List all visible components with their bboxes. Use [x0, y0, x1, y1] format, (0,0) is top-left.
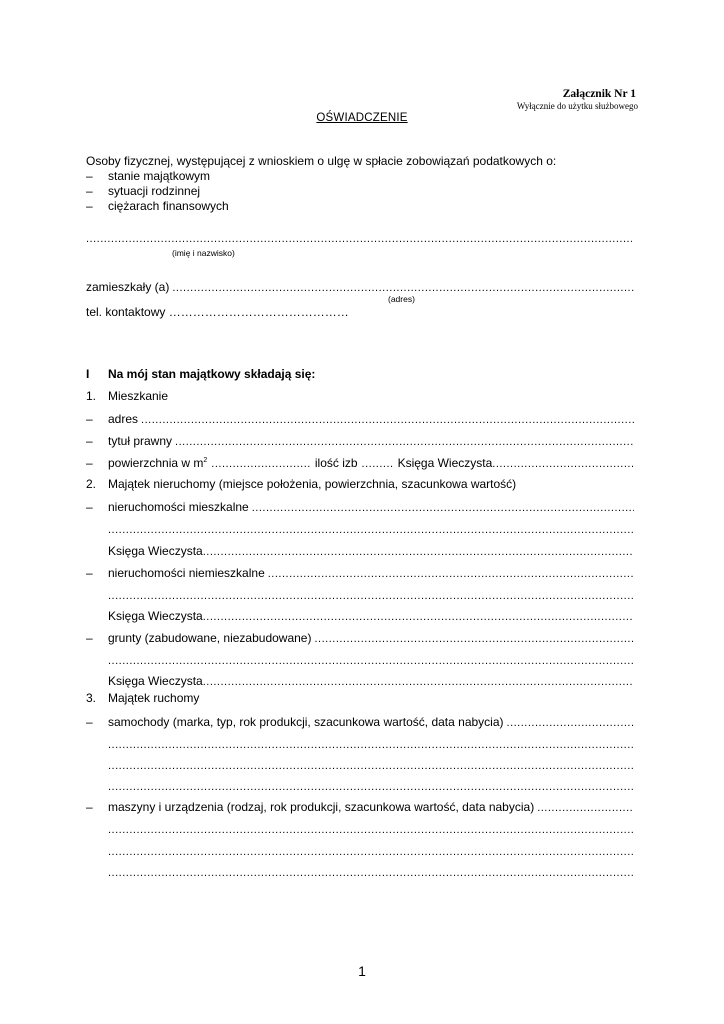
dash-marker: –	[86, 800, 93, 814]
field-dots	[108, 739, 634, 751]
page-number: 1	[358, 963, 366, 979]
rooms-dots: .........	[361, 458, 394, 470]
section-1-heading	[86, 367, 315, 381]
nonresidential-land-register-field[interactable]	[108, 607, 634, 623]
area-superscript: 2	[203, 457, 208, 464]
land-register-label: Księga Wieczysta	[108, 609, 203, 623]
field-dots	[108, 760, 634, 772]
residential-property-field[interactable]	[86, 498, 634, 514]
residential-land-register-field[interactable]	[108, 542, 634, 558]
name-caption: (imię i nazwisko)	[172, 248, 235, 258]
field-label: nieruchomości mieszkalne	[108, 500, 249, 514]
name-dots	[86, 233, 632, 245]
point-3-heading	[86, 691, 199, 705]
field-dots	[172, 436, 634, 448]
field-dots	[138, 414, 634, 426]
section-number: I	[86, 367, 90, 381]
point-1-heading	[86, 389, 168, 403]
dash-marker: –	[86, 199, 93, 213]
land-field[interactable]	[86, 629, 634, 645]
nonresidential-continuation-line[interactable]	[108, 586, 634, 602]
intro-item-label: ciężarach finansowych	[108, 199, 229, 213]
field-dots	[108, 524, 634, 536]
area-label: powierzchnia w $m^2$	[108, 456, 208, 470]
residence-dots	[169, 282, 634, 294]
intro-item-assets	[86, 169, 210, 183]
legal-title-field[interactable]	[86, 432, 634, 448]
point-number: 2.	[86, 477, 97, 491]
field-label: tytuł prawny	[108, 434, 173, 448]
field-dots	[249, 502, 634, 514]
dash-marker: –	[86, 566, 93, 580]
document-title: OŚWIADCZENIE	[316, 112, 408, 124]
land-register-label: Księga Wieczysta	[397, 456, 493, 470]
address-caption: (adres)	[388, 294, 415, 304]
land-continuation-line[interactable]	[108, 651, 634, 667]
field-label: samochody (marka, typ, rok produkcji, szacunkowa wartość, data nabycia)	[108, 715, 504, 729]
field-dots	[108, 867, 634, 879]
field-dots	[108, 590, 634, 602]
point-title: Mieszkanie	[108, 389, 169, 403]
cars-continuation-line-3[interactable]	[108, 777, 634, 793]
field-label: nieruchomości niemieszkalne	[108, 566, 265, 580]
residence-label: zamieszkały (a)	[86, 280, 170, 294]
area-rooms-register-field[interactable]	[86, 454, 634, 470]
machines-field[interactable]	[86, 798, 634, 814]
dash-marker: –	[86, 184, 93, 198]
residential-continuation-line[interactable]	[108, 520, 634, 536]
field-dots	[203, 676, 634, 688]
intro-item-family	[86, 184, 200, 198]
cars-field[interactable]	[86, 713, 634, 729]
field-dots	[311, 633, 634, 645]
phone-label: tel. kontaktowy	[86, 305, 166, 319]
intro-item-label: stanie majątkowym	[108, 169, 211, 183]
field-dots	[265, 568, 634, 580]
dash-marker: –	[86, 412, 93, 426]
land-register-label: Księga Wieczysta	[108, 544, 203, 558]
phone-field[interactable]	[86, 305, 349, 319]
field-dots	[108, 824, 634, 836]
point-2-heading	[86, 477, 516, 491]
rooms-label: ilość izb	[314, 456, 358, 470]
field-dots	[108, 846, 634, 858]
residence-field[interactable]	[86, 278, 634, 294]
area-dots: ............................	[211, 458, 311, 470]
field-dots	[203, 546, 634, 558]
point-title: Majątek nieruchomy (miejsce położenia, powierzchnia, szacunkowa wartość)	[108, 477, 517, 491]
phone-dots: ………………………………………	[168, 305, 349, 319]
field-dots	[108, 655, 634, 667]
field-dots	[492, 458, 634, 470]
dash-marker: –	[86, 434, 93, 448]
name-field[interactable]	[86, 229, 632, 245]
machines-continuation-line-2[interactable]	[108, 842, 634, 858]
machines-continuation-line-3[interactable]	[108, 863, 634, 879]
dash-marker: –	[86, 500, 93, 514]
intro-text: Osoby fizycznej, występującej z wnioskiem o ulgę w spłacie zobowiązań podatkowych o:	[86, 154, 557, 168]
field-dots	[534, 802, 634, 814]
cars-continuation-line-2[interactable]	[108, 756, 634, 772]
point-title: Majątek ruchomy	[108, 691, 200, 705]
attachment-label: Załącznik Nr 1	[562, 88, 636, 100]
field-dots	[203, 611, 634, 623]
dash-marker: –	[86, 631, 93, 645]
dash-marker: –	[86, 169, 93, 183]
intro-item-label: sytuacji rodzinnej	[108, 184, 201, 198]
field-label: adres	[108, 412, 139, 426]
land-register-label: Księga Wieczysta	[108, 674, 203, 688]
field-dots	[504, 717, 634, 729]
intro-item-financial	[86, 199, 229, 213]
field-label: grunty (zabudowane, niezabudowane)	[108, 631, 312, 645]
cars-continuation-line-1[interactable]	[108, 735, 634, 751]
land-land-register-field[interactable]	[108, 672, 634, 688]
apartment-address-field[interactable]	[86, 410, 634, 426]
dash-marker: –	[86, 456, 93, 470]
field-label: maszyny i urządzenia (rodzaj, rok produkcji, szacunkowa wartość, data nabycia)	[108, 800, 535, 814]
machines-continuation-line-1[interactable]	[108, 820, 634, 836]
section-title: Na mój stan majątkowy składają się:	[108, 367, 316, 381]
field-dots	[108, 781, 634, 793]
dash-marker: –	[86, 715, 93, 729]
attachment-note: Wyłącznie do użytku służbowego	[516, 101, 638, 111]
point-number: 3.	[86, 691, 97, 705]
point-number: 1.	[86, 389, 97, 403]
nonresidential-property-field[interactable]	[86, 564, 634, 580]
